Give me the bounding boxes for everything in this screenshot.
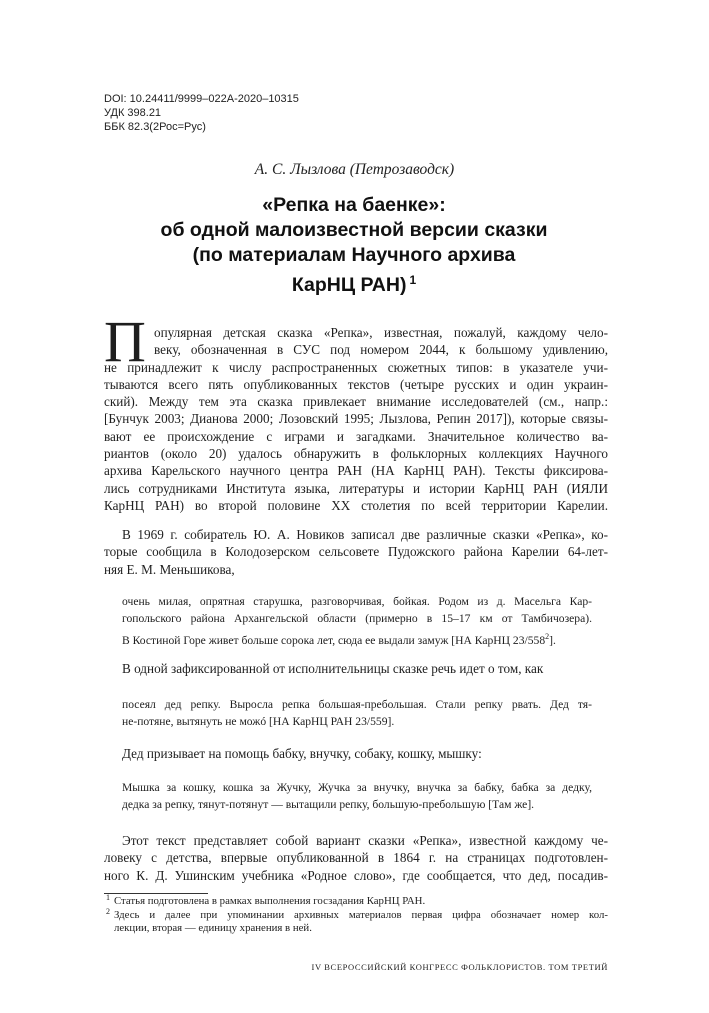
title-footnote-mark: 1 (409, 273, 417, 287)
bbk-line: ББК 82.3(2Рос=Рус) (104, 121, 206, 133)
footnote-2 (104, 906, 608, 936)
quote-line (122, 628, 592, 645)
text-line: архива Карельского научного центра РАН (НА КарНЦ РАН). Тексты фиксирова- (104, 463, 608, 479)
footnote-line: Здесь и далее при упоминании архивных материалов первая цифра обозначает номер кол- (114, 908, 608, 921)
quote-line: дедка за репку, тянут-потянут — вытащили репку, большую-пребольшую [Там же]. (122, 798, 535, 812)
text-line: ский). Между тем эта сказка привлекает внимание исследователей (см., напр.: (104, 394, 608, 410)
doi-line: DOI: 10.24411/9999–022A-2020–10315 (104, 93, 299, 105)
text-line: опулярная детская сказка «Репка», известная, пожалуй, каждому чело- (154, 325, 608, 340)
text-line: не принадлежит к числу распространенных сюжетных типов: в указателе учи- (104, 359, 608, 375)
paragraph-4: Дед призывает на помощь бабку, внучку, собаку, кошку, мышку: (122, 746, 482, 761)
text-line: Этот текст представляет собой вариант сказки «Репка», известной каждому че- (122, 833, 608, 848)
title-line (104, 268, 604, 298)
text-line: ного К. Д. Ушинским учебника «Родное слово», где сообщается, что дед, посадив- (104, 867, 608, 883)
paragraph-3: В одной зафиксированной от исполнительницы сказке речь идет о том, как (122, 661, 544, 676)
title-line: (по материалам Научного архива (192, 244, 516, 266)
paragraph-5 (104, 832, 608, 884)
quote-2 (122, 696, 592, 731)
quote-line: посеял дед репку. Выросла репка большая-пребольшая. Стали репку рвать. Дед тя- (122, 698, 592, 711)
title-line: об одной малоизвестной версии сказки (160, 219, 548, 241)
drop-cap: П (104, 309, 146, 374)
paragraph-2 (104, 526, 608, 578)
footnote-number: 1 (106, 893, 110, 902)
text-line: риантов (около 20) удалось обнаружить в фольклорных коллекциях Научного (104, 446, 608, 462)
text-line: тываются всего пять опубликованных текстов (четыре русских и один украин- (104, 376, 608, 392)
text-line: няя Е. М. Меньшикова, (104, 561, 235, 577)
title-line: «Репка на баенке»: (262, 194, 446, 216)
footnotes (104, 895, 608, 936)
text-line: вают ее происхождение с играми и загадками. Значительное количество ва- (104, 428, 608, 444)
title-last-line: КарНЦ РАН) (291, 274, 407, 296)
footnote-number: 2 (106, 906, 110, 916)
footnote-ref: 2 (545, 631, 550, 641)
text-line: веку, обозначенная в СУС под номером 2044, к большому удивлению, (154, 342, 608, 358)
footnote-1 (104, 895, 608, 909)
text-line: В 1969 г. собиратель Ю. А. Новиков записал две различные сказки «Репка», ко- (122, 527, 608, 542)
quote-line: очень милая, опрятная старушка, разговорчивая, бойкая. Родом из д. Масельга Кар- (122, 595, 592, 608)
quote-line: не-потяне, вытянуть не можó [НА КарНЦ РАН 23/559]. (122, 715, 395, 729)
running-footer: IV ВСЕРОССИЙСКИЙ КОНГРЕСС ФОЛЬКЛОРИСТОВ. ТОМ ТРЕТИЙ (311, 962, 608, 972)
article-metadata (104, 92, 299, 134)
footnote-line: лекции, вторая — единицу хранения в ней. (114, 922, 312, 934)
quote-line: гопольского района Архангельской области (примерно в 15–17 км от Тамбичозера). (122, 612, 592, 626)
article-title (104, 193, 604, 298)
footnote-line: Статья подготовлена в рамках выполнения госзадания КарНЦ РАН. (114, 895, 426, 907)
quote-line: Мышка за кошку, кошка за Жучку, Жучка за внучку, внучка за бабку, бабка за дедку, (122, 781, 592, 794)
udk-line: УДК 398.21 (104, 107, 162, 119)
quote-tail: ]. (549, 633, 556, 647)
text-line: торые сообщила в Колодозерском сельсовете Пудожского района Карелии 64-лет- (104, 544, 608, 560)
text-line: [Бунчук 2003; Дианова 2000; Лозовский 1995; Лызлова, Репин 2017]), которые связы- (104, 411, 608, 427)
paragraph-1 (104, 324, 608, 514)
author-line: А. С. Лызлова (Петрозаводск) (254, 161, 455, 178)
footnote-divider (104, 893, 208, 894)
quote-1 (122, 593, 592, 645)
text-line: ловеку с детства, впервые опубликованной в 1864 г. на страницах подготовлен- (104, 850, 608, 866)
quote-3 (122, 779, 592, 814)
text-line: КарНЦ РАН) во второй половине XX столетия по всей территории Карелии. (104, 497, 608, 513)
quote-text: В Костиной Горе живет больше сорока лет, сюда ее выдали замуж [НА КарНЦ 23/558 (122, 633, 546, 647)
text-line: лись сотрудниками Института языка, литературы и истории КарНЦ РАН (ИЯЛИ (104, 480, 608, 496)
